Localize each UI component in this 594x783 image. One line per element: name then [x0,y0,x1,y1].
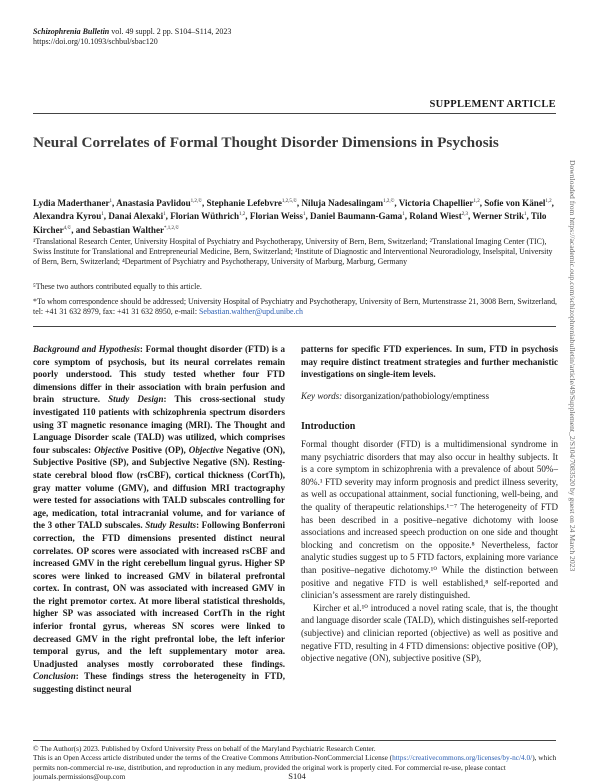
keywords [301,391,558,401]
author-affiliation-marker: 1,2 [545,199,552,204]
author-separator: , [165,211,171,222]
author-separator: , [305,211,311,222]
footer-rule [33,740,556,741]
author-affiliation-marker: 2,3 [461,212,469,218]
license-link[interactable]: https://creativecommons.org/licenses/by-nc/4.0/ [392,753,533,763]
author-affiliation-marker: 1 [101,212,104,218]
correspondence-email[interactable]: Sebastian.walther@upd.unibe.ch [199,307,303,317]
author-name: Sofie von Känel [484,198,546,209]
article-type: SUPPLEMENT ARTICLE [429,99,556,110]
affiliations: ¹Translational Research Center, University Hospital of Psychiatry and Psychotherapy, University of Bern, Bern, Switzerland; ²Translational Imaging Center (TIC), Swiss Institute for Translational and Entrepreneurial Medicine, Bern, Switzerland; ³Institute of Diagnostic and Interventional Neuroradiology, Inselspital, University of Bern, Bern, Switzerland; ⁴Department of Psychiatry and Psychotherapy, University of Marburg, Marburg, Germany [33,237,553,267]
author-name: Florian Weiss [249,211,303,222]
author-affiliation-marker: 1 [163,212,166,218]
correspondence [33,297,558,317]
author-affiliation-marker: 1,2,© [190,199,202,204]
author-separator: , [404,211,410,222]
author-name: Sebastian Walther [92,224,165,235]
journal-citation: vol. 49 suppl. 2 pp. S104–S114, 2023 [109,27,232,36]
author-affiliation-marker: 1,2 [239,212,246,218]
author-name: Niluja Nadesalingam [301,198,384,209]
author-name: Tilo Kircher [33,211,547,235]
author-affiliation-marker: 1,2,5,© [281,199,297,204]
page-number: S104 [288,771,306,781]
introduction-heading: Introduction [301,421,356,432]
license-footer: © The Author(s) 2023. Published by Oxford University Press on behalf of the Maryland Psychiatric Research Center. This is an Open Access article distributed under the terms of the Creative Commons Attribution-NonCommercial License (https://creativecommons.org/licenses/by-nc/4.0/), which permits non-commercial re-use, distribution, and reproduction in any medium, provided the original work is properly cited. For commercial re-use, please contact journals.permissions@oup.com [33,744,557,782]
correspondence-text: *To whom correspondence should be addressed; University Hospital of Psychiatry and Psychotherapy, University of Bern, Murtenstrasse 21, 3008 Bern, Switzerland, tel: +41 31 632 8979, fax: +41 31 632 8950, e-mail: [33,297,557,317]
author-affiliation-marker: 1 [402,212,405,218]
author-name: Lydia Maderthaner [33,198,110,209]
equal-contribution-note: ⁵These two authors contributed equally to this article. [33,282,202,291]
top-rule [33,113,556,114]
author-name: Werner Strik [472,211,525,222]
author-separator: , [103,211,109,222]
abstract-continuation: patterns for specific FTD experiences. In sum, FTD in psychosis may require distinct treatment strategies and further mechanistic investigations on single-item levels. [301,344,558,380]
author-separator: , [526,211,531,222]
author-separator: , [394,198,399,209]
journal-header [33,27,231,47]
author-affiliation-marker: 4,© [63,225,72,231]
copyright-line: © The Author(s) 2023. Published by Oxford University Press on behalf of the Maryland Psychiatric Research Center. [33,744,376,753]
author-separator: , [201,198,207,209]
author-affiliation-marker: 1 [524,212,527,218]
author-list [33,196,558,236]
author-name: Danai Alexaki [108,211,164,222]
article-title: Neural Correlates of Formal Thought Disorder Dimensions in Psychosis [33,134,499,151]
author-name: Roland Wiest [409,211,462,222]
abstract-label-conclusion: Conclusion [33,671,76,682]
author-separator: , [245,211,250,222]
section-rule [33,326,556,327]
author-name: Victoria Chapellier [398,198,474,209]
download-side-note [568,160,585,605]
abstract: Background and Hypothesis: Formal thought disorder (FTD) is a core symptom of psychosis, but its neural correlates remain poorly understood. This study tested whether four FTD dimensions differ in their association with brain perfusion and brain structure. Study Design: This cross-sectional study investigated 110 patients with schizophrenia spectrum disorders using 3T magnetic resonance imaging (MRI). The Thought and Language Disorder scale (TALD) was utilized, which comprises four subscales: Objective Positive (OP), Objective Negative (ON), Subjective Positive (SP), and Subjective Negative (SN). Resting-state cerebral blood flow (rsCBF), cortical thickness (CortTh), gray matter volume (GMV), and diffusion MRI tractography were tested for associations with TALD subscales controlling for age, medication, total intracranial volume, and for variance of the 3 other TALD subscales. Study Results: Following Bonferroni correction, the FTD dimensions presented distinct neural correlates. OP scores were associated with increased rsCBF and increased GMV in the right cerebellum lingual gyrus. Higher SP scores were linked to increased GMV in bilateral prefrontal cortex. In contrast, ON was associated with increased GMV in the right premotor cortex. At more liberal statistical thresholds, higher SP was associated with increased CortTh in the right inferior frontal gyrus, whereas SN scores were linked to decreased GMV in the right prefrontal lobe, the left inferior temporal gyrus, and the left supplementary motor area. Unadjusted analyses mostly corroborated these findings. Conclusion: These findings stress the heterogeneity in FTD, suggesting distinct neural [33,344,285,695]
author-affiliation-marker: 1 [109,199,113,204]
author-name: Alexandra Kyrou [33,211,102,222]
intro-paragraph-1: Formal thought disorder (FTD) is a multidimensional syndrome in many psychiatric disorders that may also occur in healthy subjects. It is a core symptom in schizophrenia with a prevalence of about 50%–80%.¹ FTD severity may inform prognosis and predict illness severity, as well as occupational attainment, social functioning, well-being, and the quality of therapeutic relationships.¹⁻⁷ The heterogeneity of FTD has been described in a positive–negative dichotomy with loose associations and increased speech production on one side and thought blocking and concretism on the opposite.⁸ Nevertheless, factor analytic studies suggest up to 5 FTD factors, explaining more variance than positive–negative dichotomy.¹⁰ While the distinction between positive and negative FTD is well established,⁸ self-reported and clinician’s assessment are rarely distinguished. [301,439,558,601]
author-name: Anastasia Pavlidou [116,198,191,209]
author-name: Stephanie Lefebvre [206,198,282,209]
author-separator: , [296,198,302,209]
keywords-text: disorganization/pathobiology/emptiness [342,391,489,401]
intro-paragraph-2: Kircher et al.¹⁰ introduced a novel rating scale, that is, the thought and language disorder scale (TALD), which distinguishes self-reported (subjective) and clinician reported (objective) as well as positive and negative FTD, resulting in 4 FTD dimensions: objective positive (OP), objective negative (ON), subjective positive (SP), [301,602,558,664]
author-separator: , [479,198,485,209]
author-affiliation-marker: *,1,2,© [164,225,180,231]
author-affiliation-marker: 1,2 [473,199,480,204]
author-name: Daniel Baumann-Gama [310,211,403,222]
download-side-note-text: Downloaded from https://academic.oup.com/schizophreniabulletin/article/49/Supplement_2/S104/7083520 by guest on 24 March 2023 [568,160,577,572]
author-affiliation-marker: 1,2,© [383,199,395,204]
journal-name: Schizophrenia Bulletin [33,27,110,36]
abstract-label-design: Study Design [108,394,164,405]
author-name: Florian Wüthrich [170,211,240,222]
author-affiliation-marker: 1 [302,212,306,218]
abstract-label-background: Background and Hypothesis [33,344,140,354]
introduction-body [301,438,558,665]
author-separator: , [551,198,554,209]
author-separator: , [112,198,117,209]
author-separator: , and [71,224,93,235]
doi-link[interactable]: https://doi.org/10.1093/schbul/sbac120 [33,37,158,46]
keywords-label: Key words: [301,391,343,401]
abstract-label-results: Study Results [145,520,197,531]
author-separator: , [468,211,473,222]
